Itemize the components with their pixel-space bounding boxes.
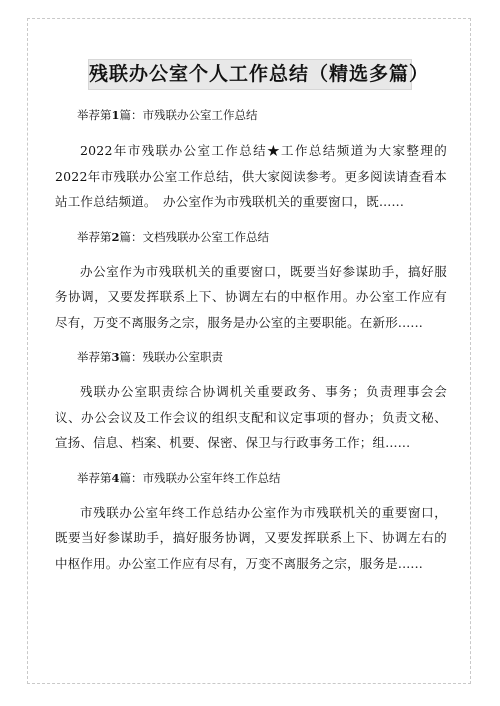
section-suffix: 篇： — [119, 350, 143, 364]
section-heading-text: 市残联办公室年终工作总结 — [142, 470, 281, 485]
section-body-3: 残联办公室职责综合协调机关重要政务、事务；负责理事会会议、办公会议及工作会议的组织支配和议定事项的督办；负责文秘、宣扬、信息、档案、机要、保密、保卫与行政事务工作；组...... — [55, 384, 447, 450]
section-body-1: 2022年市残联办公室工作总结★工作总结频道为大家整理的2022年市残联办公室工作总结，供大家阅读参考。更多阅读请查看本站工作总结频道。 办公室作为市残联机关的重要窗口，既...... — [55, 143, 447, 209]
section-prefix: 举荐第 — [77, 350, 112, 364]
section-heading-2 — [55, 226, 447, 248]
section-prefix: 举荐第 — [77, 470, 112, 485]
section-number: 4 — [111, 470, 120, 485]
section-number: 3 — [111, 350, 120, 364]
section-body-2: 办公室作为市残联机关的重要窗口，既要当好参谋助手，搞好服务协调，又要发挥联系上下、协调左右的中枢作用。办公室工作应有尽有，万变不离服务之宗，服务是办公室的主要职能。在新形...... — [55, 263, 447, 330]
section-number: 1 — [111, 108, 120, 122]
section-number: 2 — [111, 229, 120, 244]
section-suffix: 篇： — [119, 470, 143, 485]
section-prefix: 举荐第 — [77, 108, 112, 122]
section-heading-1 — [55, 104, 447, 126]
section-heading-4 — [55, 467, 447, 489]
document-body — [55, 104, 447, 587]
section-heading-text: 残联办公室职责 — [142, 350, 224, 364]
section-heading-3 — [55, 346, 447, 368]
section-prefix: 举荐第 — [77, 229, 112, 244]
section-heading-text: 文档残联办公室工作总结 — [142, 229, 270, 244]
section-suffix: 篇： — [119, 229, 143, 244]
section-body-4: 市残联办公室年终工作总结办公室作为市残联机关的重要窗口，既要当好参谋助手，搞好服务协调，又要发挥联系上下、协调左右的中枢作用。办公室工作应有尽有，万变不离服务之宗，服务是...... — [55, 504, 447, 571]
section-suffix: 篇： — [119, 108, 143, 122]
document-title: 残联办公室个人工作总结（精选多篇） — [88, 59, 412, 90]
section-heading-text: 市残联办公室工作总结 — [142, 108, 258, 122]
